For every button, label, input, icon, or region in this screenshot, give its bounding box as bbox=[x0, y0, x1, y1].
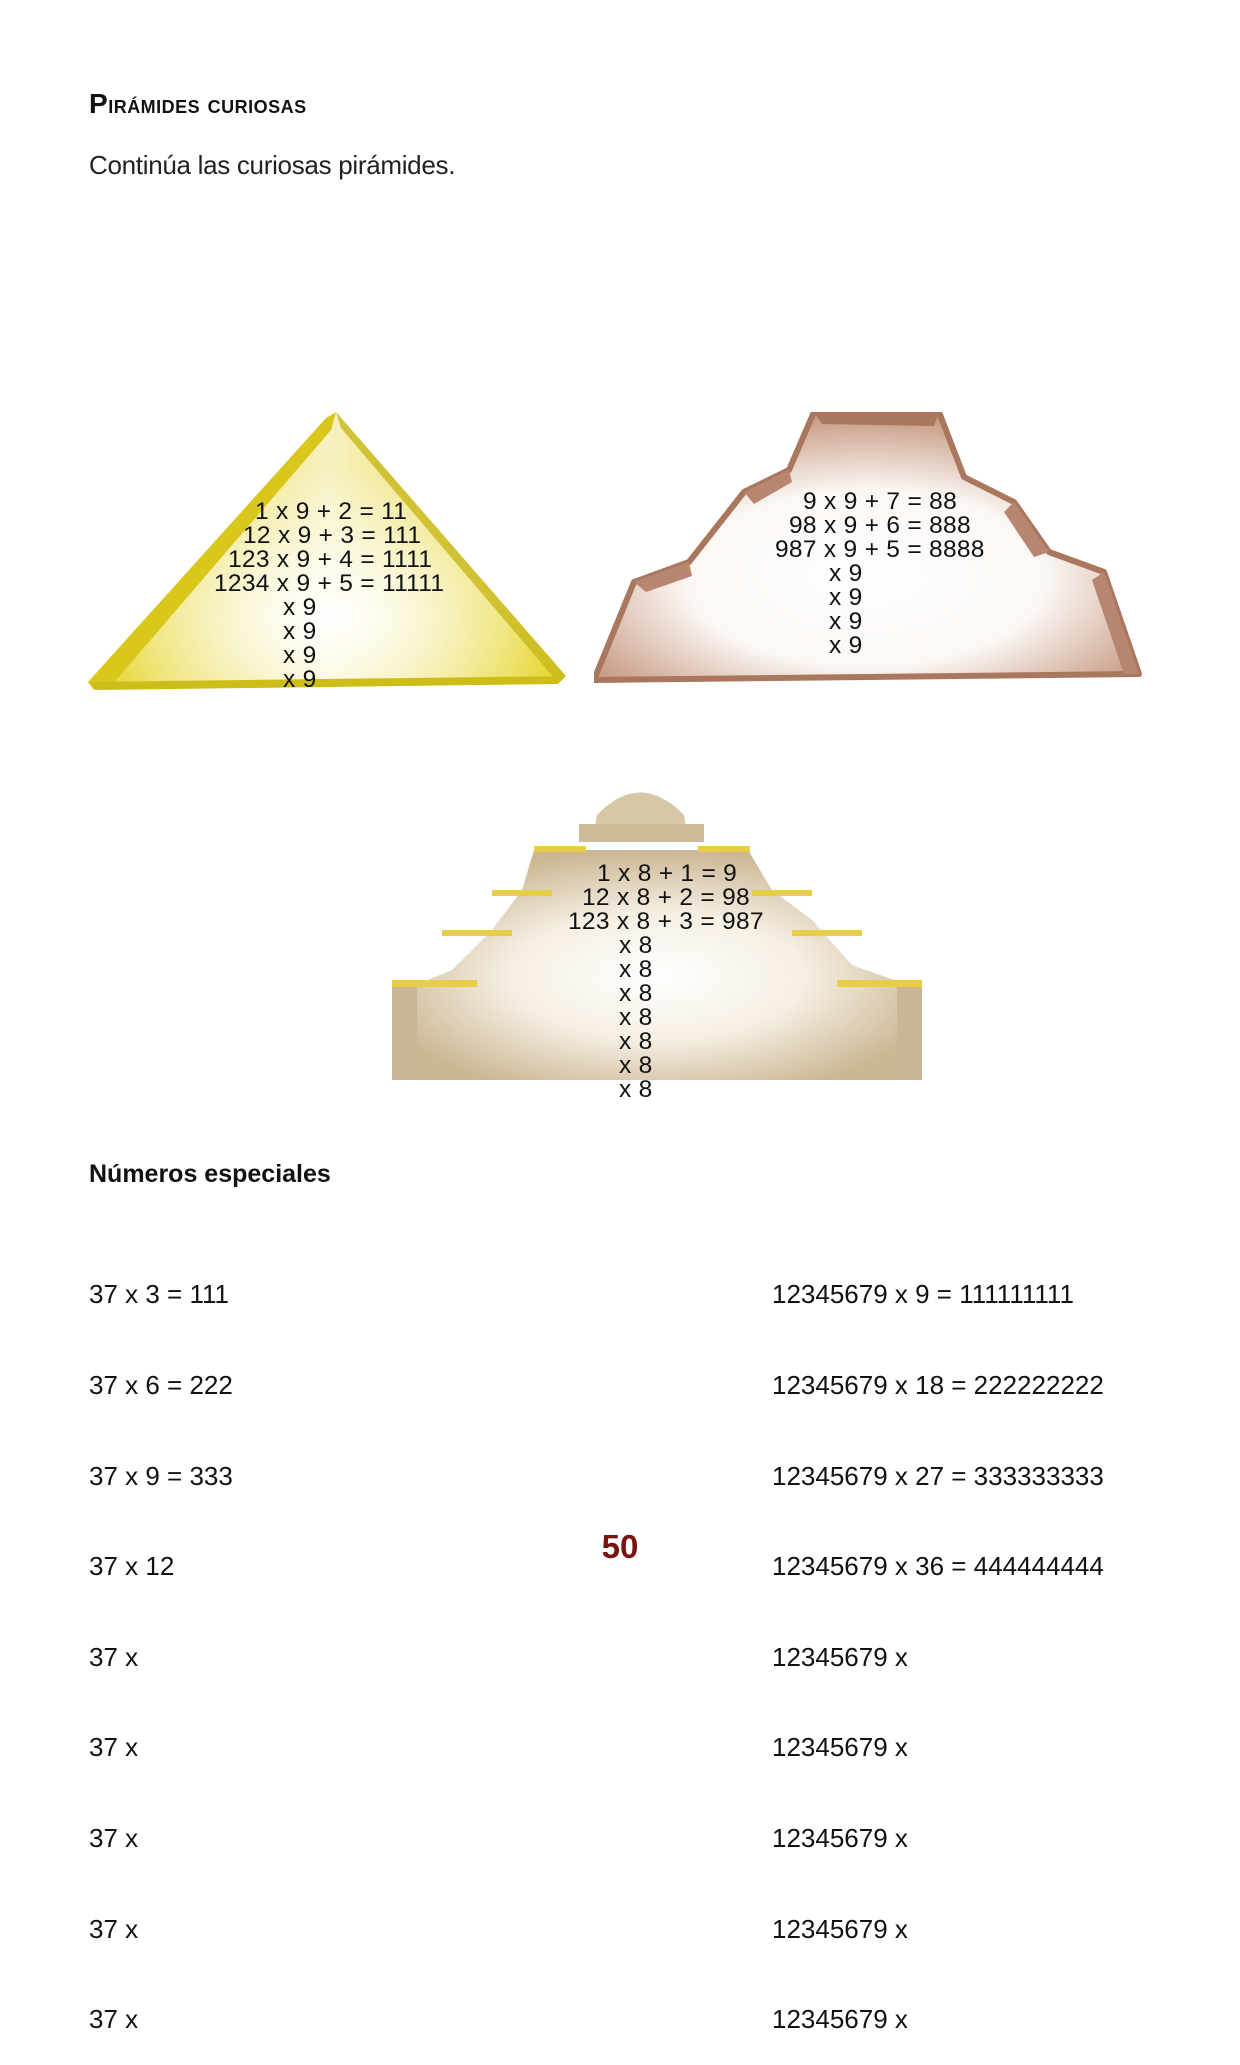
list-item: 12345679 x bbox=[772, 1732, 908, 1763]
list-item: 12345679 x bbox=[772, 1641, 908, 1672]
list-item: 37 x bbox=[89, 1641, 139, 1672]
equation-line: 12 x 9 + 3 = 111 bbox=[243, 522, 422, 549]
equation-line: x 9 bbox=[283, 642, 317, 669]
instruction-text: Continúa las curiosas pirámides. bbox=[89, 150, 456, 180]
equation-line: x 9 bbox=[283, 666, 317, 693]
list-item: 37 x bbox=[89, 1913, 139, 1944]
list-item: 12345679 x 18 = 222222222 bbox=[772, 1370, 1104, 1400]
list-item: 37 x 3 = 111 bbox=[89, 1279, 229, 1310]
list-item: 37 x bbox=[89, 2004, 139, 2035]
equation-line: 987 x 9 + 5 = 8888 bbox=[775, 536, 985, 563]
equation-line: 123 x 9 + 4 = 1111 bbox=[228, 546, 433, 573]
list-item: 37 x 9 = 333 bbox=[89, 1460, 233, 1491]
equation-line: x 8 bbox=[619, 1028, 653, 1055]
list-item: 12345679 x bbox=[772, 1822, 908, 1853]
list-item: 37 x 6 = 222 bbox=[89, 1370, 233, 1400]
list-item: 12345679 x 9 = 111111111 bbox=[772, 1279, 1074, 1310]
list-item: 12345679 x bbox=[772, 2004, 908, 2035]
equation-line: x 8 bbox=[619, 980, 653, 1007]
list-item: 12345679 x 36 = 444444444 bbox=[772, 1551, 1104, 1582]
equation-line: x 8 bbox=[619, 956, 653, 983]
special-numbers-right-list bbox=[772, 1219, 1104, 2065]
equation-line: 1 x 8 + 1 = 9 bbox=[597, 860, 738, 887]
list-item: 37 x 12 bbox=[89, 1551, 175, 1582]
equation-line: 1 x 9 + 2 = 11 bbox=[255, 498, 408, 525]
page-title: Pirámides curiosas bbox=[89, 88, 307, 119]
page-number: 50 bbox=[601, 1528, 639, 1565]
temple-pyramid-icon bbox=[392, 780, 964, 1120]
equation-line: 98 x 9 + 6 = 888 bbox=[789, 512, 971, 539]
equation-line: x 8 bbox=[619, 1076, 653, 1103]
equation-line: x 9 bbox=[829, 560, 863, 587]
equation-line: 9 x 9 + 7 = 88 bbox=[803, 488, 958, 515]
section-heading: Números especiales bbox=[89, 1160, 331, 1188]
equation-line: x 8 bbox=[619, 1052, 653, 1079]
equation-line: x 9 bbox=[829, 584, 863, 611]
equation-line: 123 x 8 + 3 = 987 bbox=[568, 908, 764, 935]
list-item: 37 x bbox=[89, 1822, 139, 1853]
equation-line: x 9 bbox=[829, 608, 863, 635]
list-item: 37 x bbox=[89, 1732, 139, 1763]
equation-line: x 8 bbox=[619, 1004, 653, 1031]
equation-line: x 9 bbox=[283, 618, 317, 645]
list-item: 12345679 x 27 = 333333333 bbox=[772, 1460, 1104, 1491]
equation-line: 12 x 8 + 2 = 98 bbox=[582, 884, 750, 911]
equation-line: x 8 bbox=[619, 932, 653, 959]
list-item: 12345679 x bbox=[772, 1913, 908, 1944]
special-numbers-left-list bbox=[89, 1219, 233, 2065]
equation-line: x 9 bbox=[829, 632, 863, 659]
equation-line: x 9 bbox=[283, 594, 317, 621]
equation-line: 1234 x 9 + 5 = 11111 bbox=[214, 570, 445, 597]
